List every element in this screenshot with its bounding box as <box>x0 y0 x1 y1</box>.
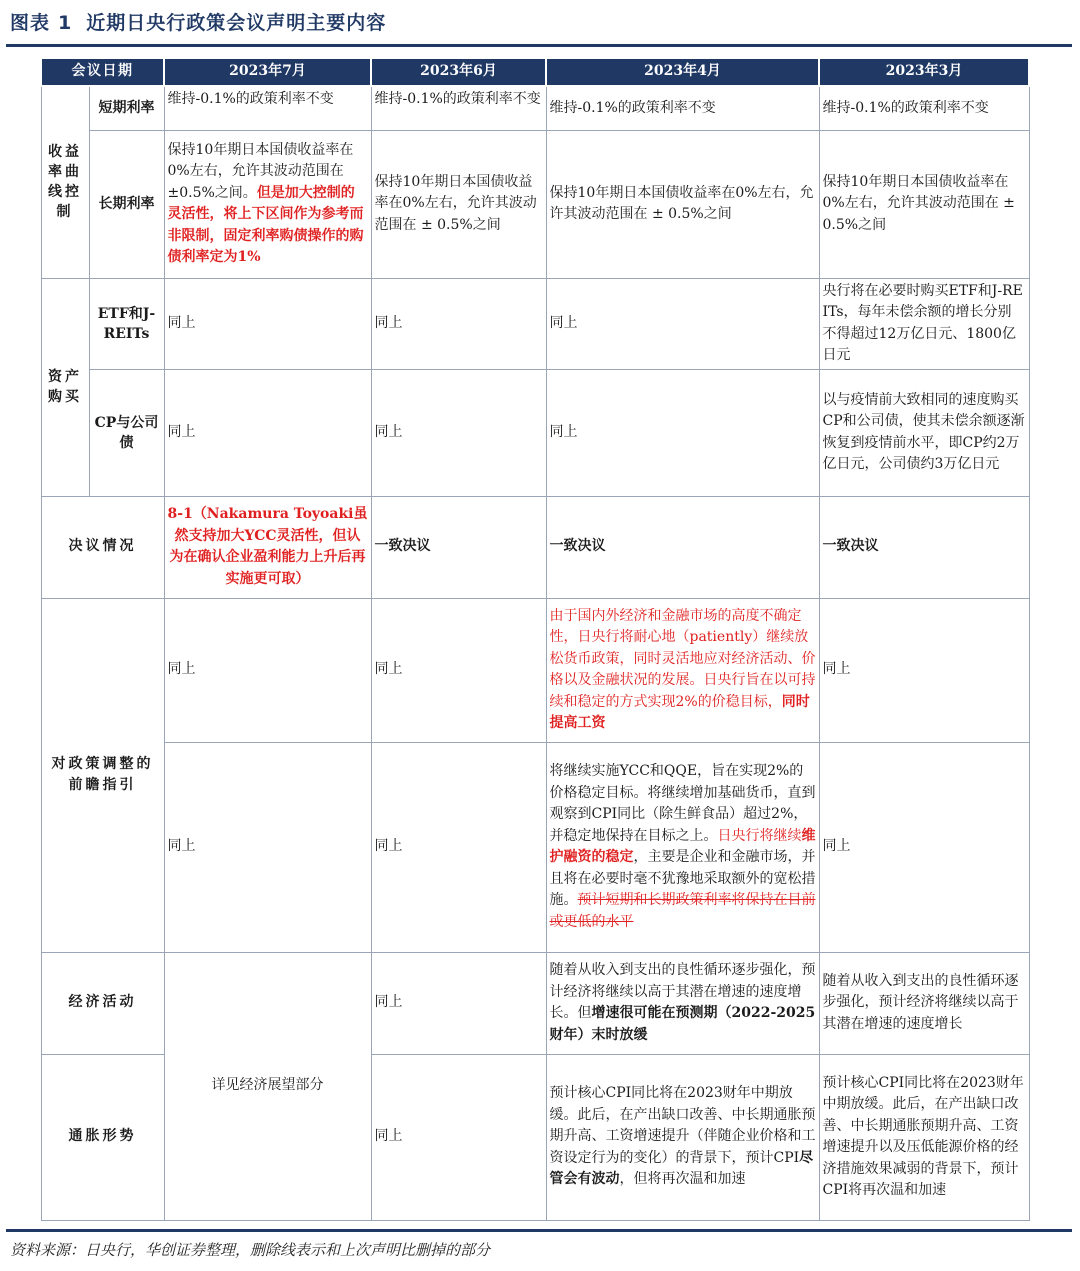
cell-inflation-apr <box>546 1054 819 1220</box>
cell-guidance2-mar: 同上 <box>819 742 1029 952</box>
economy-apr-change: 增速很可能在预测期（2022-2025财年）末时放缓 <box>549 1005 816 1043</box>
header-meeting-date: 会议日期 <box>41 58 164 86</box>
guidance1-apr-change: 同时提高工资 <box>549 693 810 731</box>
figure-number: 1 <box>58 12 73 34</box>
cell-etf-jul: 同上 <box>164 278 371 369</box>
inflation-apr-text: 预计核心CPI同比将在2023财年中期放缓。此后，在产出缺口改善、中长期通胀预期升高、工资增速提升（伴随企业价格和工资设定行为的变化）的背景下，预计CPI <box>549 1085 816 1166</box>
cell-short-rate-apr: 维持-0.1%的政策利率不变 <box>546 86 819 130</box>
figure-label: 图表 <box>10 12 51 34</box>
row-long-rate <box>41 130 1029 278</box>
top-rule <box>6 44 1072 47</box>
figure-caption: 近期日央行政策会议声明主要内容 <box>86 12 387 34</box>
economy-apr-text: 随着从收入到支出的良性循环逐步强化，预计经济将继续以高于其潜在增速的速度增长。但 <box>549 962 816 1021</box>
cell-guidance1-apr <box>546 598 819 742</box>
row-guidance-1 <box>41 598 1029 742</box>
cell-etf-jun: 同上 <box>371 278 546 369</box>
category-inflation: 通胀形势 <box>41 1054 164 1220</box>
cell-inflation-mar: 预计核心CPI同比将在2023财年中期放缓。此后，在产出缺口改善、中长期通胀预期升高、工资增速提升以及压低能源价格的经济措施效果减弱的背景下，预计CPI将再次温和加速 <box>819 1054 1029 1220</box>
row-etf <box>41 278 1029 369</box>
category-vote: 决议情况 <box>41 496 164 598</box>
guidance2-apr-deleted: 预计短期和长期政策利率将保持在目前或更低的水平 <box>549 892 816 930</box>
cell-economy-jul-merged: 详见经济展望部分 <box>164 952 371 1220</box>
category-ycc: 收益率曲线控制 <box>41 86 89 278</box>
cell-short-rate-mar: 维持-0.1%的政策利率不变 <box>819 86 1029 130</box>
row-cp <box>41 369 1029 496</box>
sub-long-rate: 长期利率 <box>89 130 164 278</box>
cell-guidance1-jun: 同上 <box>371 598 546 742</box>
cell-guidance2-apr <box>546 742 819 952</box>
cell-economy-mar: 随着从收入到支出的良性循环逐步强化，预计经济将继续以高于其潜在增速的速度增长 <box>819 952 1029 1054</box>
inflation-apr-text-2: ，但将再次温和加速 <box>619 1171 746 1188</box>
policy-statement-table <box>40 57 1030 1221</box>
row-vote <box>41 496 1029 598</box>
guidance1-apr-text: 由于国内外经济和金融市场的高度不确定性，日央行将耐心地（patiently）继续放松货币政策，同时灵活地应对经济活动、价格以及金融状况的发展。日央行旨在以可持续和稳定的方式实现2%的价稳目标， <box>549 607 816 710</box>
guidance2-apr-text-2: ，主要是企业和金融市场，并且将在必要时毫不犹豫地采取额外的宽松措施。 <box>549 849 816 908</box>
cell-guidance1-mar: 同上 <box>819 598 1029 742</box>
sub-etf: ETF和J-REITs <box>89 278 164 369</box>
cell-cp-apr: 同上 <box>546 369 819 496</box>
header-2023-06: 2023年6月 <box>371 58 546 86</box>
cell-long-rate-jun: 保持10年期日本国债收益率在0%左右，允许其波动范围在 ± 0.5%之间 <box>371 130 546 278</box>
cell-economy-jun: 同上 <box>371 952 546 1054</box>
cell-etf-apr: 同上 <box>546 278 819 369</box>
bottom-rule <box>6 1229 1072 1232</box>
sub-cp: CP与公司债 <box>89 369 164 496</box>
cell-long-rate-jul <box>164 130 371 278</box>
cell-vote-jun: 一致决议 <box>371 496 546 598</box>
cell-etf-mar: 央行将在必要时购买ETF和J-REITs，每年未偿余额的增长分别不得超过12万亿日元、1800亿日元 <box>819 278 1029 369</box>
cell-short-rate-jun: 维持-0.1%的政策利率不变 <box>371 86 546 130</box>
figure-source: 资料来源：日央行，华创证券整理，删除线表示和上次声明比删掉的部分 <box>10 1241 491 1259</box>
cell-guidance2-jul: 同上 <box>164 742 371 952</box>
inflation-apr-change: 尽管会有波动 <box>549 1149 814 1188</box>
long-rate-jul-text: 保持10年期日本国债收益率在0%左右，允许其波动范围在±0.5%之间。 <box>167 141 354 201</box>
cell-long-rate-mar: 保持10年期日本国债收益率在0%左右，允许其波动范围在 ± 0.5%之间 <box>819 130 1029 278</box>
category-forward-guidance: 对政策调整的前瞻指引 <box>41 598 164 952</box>
category-economy: 经济活动 <box>41 952 164 1054</box>
row-economy <box>41 952 1029 1054</box>
cell-cp-jul: 同上 <box>164 369 371 496</box>
cell-vote-apr: 一致决议 <box>546 496 819 598</box>
cell-vote-jul: 8-1（Nakamura Toyoaki虽然支持加大YCC灵活性，但认为在确认企业盈利能力上升后再实施更可取） <box>164 496 371 598</box>
header-row <box>41 58 1029 86</box>
cell-guidance1-jul: 同上 <box>164 598 371 742</box>
header-2023-04: 2023年4月 <box>546 58 819 86</box>
cell-economy-apr <box>546 952 819 1054</box>
row-guidance-2 <box>41 742 1029 952</box>
cell-short-rate-jul: 维持-0.1%的政策利率不变 <box>164 86 371 130</box>
row-short-rate <box>41 86 1029 130</box>
category-asset-purchase: 资产购买 <box>41 278 89 496</box>
sub-short-rate: 短期利率 <box>89 86 164 130</box>
cell-cp-mar: 以与疫情前大致相同的速度购买CP和公司债，使其未偿余额逐渐恢复到疫情前水平，即CP约2万亿日元，公司债约3万亿日元 <box>819 369 1029 496</box>
guidance2-apr-red: 日央行将继续 <box>717 827 802 844</box>
figure-title <box>10 8 386 38</box>
guidance2-apr-text: 将继续实施YCC和QQE，旨在实现2%的价格稳定目标。将继续增加基础货币，直到观察到CPI同比（除生鲜食品）超过2%，并稳定地保持在目标之上。 <box>549 763 816 844</box>
cell-inflation-jun: 同上 <box>371 1054 546 1220</box>
cell-vote-mar: 一致决议 <box>819 496 1029 598</box>
cell-cp-jun: 同上 <box>371 369 546 496</box>
header-2023-07: 2023年7月 <box>164 58 371 86</box>
header-2023-03: 2023年3月 <box>819 58 1029 86</box>
long-rate-jul-change: 但是加大控制的灵活性，将上下区间作为参考而非限制，固定利率购债操作的购债利率定为1% <box>167 184 364 265</box>
cell-long-rate-apr: 保持10年期日本国债收益率在0%左右，允许其波动范围在 ± 0.5%之间 <box>546 130 819 278</box>
guidance2-apr-bold: 维护融资的稳定 <box>549 827 816 865</box>
cell-guidance2-jun: 同上 <box>371 742 546 952</box>
